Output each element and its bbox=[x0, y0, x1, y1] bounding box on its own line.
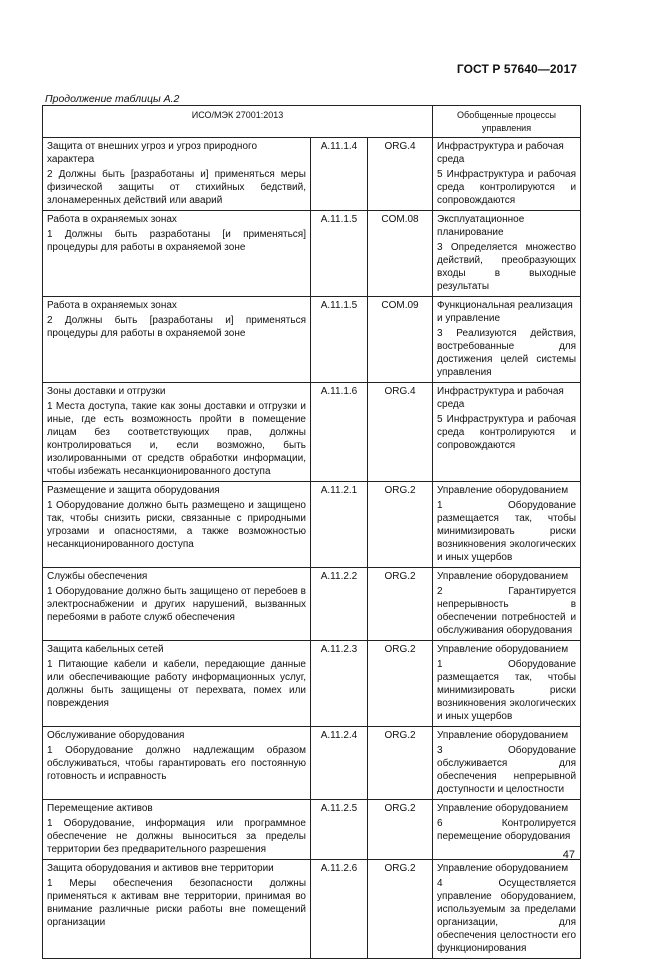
process-title: Управление оборудованием bbox=[437, 730, 569, 741]
control-requirement: 1 Оборудование, информация или программное обеспечение не должны выноситься за пределы территории без предварительного разрешения bbox=[47, 818, 306, 855]
table-row bbox=[43, 482, 581, 568]
process-title: Инфраструктура и рабочая среда bbox=[437, 386, 564, 410]
table-row bbox=[43, 860, 581, 959]
process-code: COM.09 bbox=[368, 297, 433, 383]
process-description: 1 Оборудование размещается так, чтобы минимизировать риски возникновения экологических и иных ущербов bbox=[437, 500, 577, 563]
control-code: A.11.2.4 bbox=[311, 727, 368, 800]
control-cell bbox=[43, 482, 311, 568]
control-title: Защита кабельных сетей bbox=[47, 644, 164, 655]
process-title: Управление оборудованием bbox=[437, 644, 569, 655]
control-requirement: 1 Оборудование должно быть защищено от перебоев в электроснабжении и других нарушений, вызванных перебоями в работе служб обеспечения bbox=[47, 586, 306, 623]
control-cell bbox=[43, 383, 311, 482]
process-code: ORG.4 bbox=[368, 138, 433, 211]
table-row bbox=[43, 641, 581, 727]
control-requirement: 1 Меры обеспечения безопасности должны применяться к активам вне территории, принимая во внимание различные риски работы вне помещений организации bbox=[47, 878, 306, 928]
table-row bbox=[43, 297, 581, 383]
process-code: ORG.2 bbox=[368, 482, 433, 568]
control-code: A.11.2.5 bbox=[311, 800, 368, 860]
control-requirement: 1 Места доступа, такие как зоны доставки и отгрузки и иные, где есть возможность пройти в помещение лицам без соответствующих прав, должны контролироваться и, если возможно, быть изолированными от средств обработки информации, чтобы избежать несанкционированного доступа bbox=[47, 401, 306, 477]
process-description: 3 Определяется множество действий, преобразующих входы в выходные результаты bbox=[437, 242, 577, 292]
process-cell bbox=[433, 800, 581, 860]
control-code: A.11.2.2 bbox=[311, 568, 368, 641]
process-cell bbox=[433, 482, 581, 568]
process-title: Управление оборудованием bbox=[437, 803, 569, 814]
process-code: ORG.2 bbox=[368, 800, 433, 860]
control-title: Перемещение активов bbox=[47, 803, 153, 814]
control-cell bbox=[43, 641, 311, 727]
control-title: Защита оборудования и активов вне территории bbox=[47, 863, 274, 874]
control-title: Защита от внешних угроз и угроз природного характера bbox=[47, 141, 258, 165]
control-cell bbox=[43, 211, 311, 297]
control-cell bbox=[43, 297, 311, 383]
table-row bbox=[43, 211, 581, 297]
control-requirement: 1 Оборудование должно быть размещено и защищено так, чтобы снизить риски, связанные с природными угрозами и опасностями, а также возможностью несанкционированного доступа bbox=[47, 500, 306, 550]
process-description: 1 Оборудование размещается так, чтобы минимизировать риски возникновения экологических и иных ущербов bbox=[437, 659, 577, 722]
process-description: 2 Гарантируется непрерывность в обеспечении потребностей и обслуживания оборудования bbox=[437, 586, 577, 636]
control-code: A.11.2.3 bbox=[311, 641, 368, 727]
process-title: Управление оборудованием bbox=[437, 571, 569, 582]
table-row bbox=[43, 727, 581, 800]
table-header-row bbox=[43, 106, 581, 138]
process-cell bbox=[433, 860, 581, 959]
header-iso-standard: ИСО/МЭК 27001:2013 bbox=[43, 106, 433, 138]
process-cell bbox=[433, 297, 581, 383]
table-caption: Продолжение таблицы А.2 bbox=[45, 93, 180, 105]
control-title: Работа в охраняемых зонах bbox=[47, 300, 177, 311]
control-requirement: 2 Должны быть [разработаны и] применяться процедуры для работы в охраняемой зоне bbox=[47, 315, 306, 339]
control-title: Службы обеспечения bbox=[47, 571, 148, 582]
process-description: 6 Контролируется перемещение оборудования bbox=[437, 818, 577, 842]
control-title: Работа в охраняемых зонах bbox=[47, 214, 177, 225]
control-requirement: 1 Должны быть разработаны [и применяться] процедуры для работы в охраняемой зоне bbox=[47, 229, 306, 253]
table-row bbox=[43, 138, 581, 211]
process-description: 3 Оборудование обслуживается для обеспечения непрерывной доступности и целостности bbox=[437, 745, 577, 795]
control-cell bbox=[43, 727, 311, 800]
process-code: ORG.4 bbox=[368, 383, 433, 482]
control-cell bbox=[43, 800, 311, 860]
process-cell bbox=[433, 641, 581, 727]
control-code: A.11.2.1 bbox=[311, 482, 368, 568]
control-title: Зоны доставки и отгрузки bbox=[47, 386, 166, 397]
table-row bbox=[43, 383, 581, 482]
process-title: Управление оборудованием bbox=[437, 485, 569, 496]
document-id: ГОСТ Р 57640—2017 bbox=[456, 62, 577, 76]
control-requirement: 1 Оборудование должно надлежащим образом обслуживаться, чтобы гарантировать его постоянную готовность и исправность bbox=[47, 745, 306, 782]
header-processes: Обобщенные процессы управления bbox=[433, 106, 581, 138]
control-code: A.11.1.6 bbox=[311, 383, 368, 482]
table-row bbox=[43, 568, 581, 641]
process-title: Управление оборудованием bbox=[437, 863, 569, 874]
process-cell bbox=[433, 211, 581, 297]
process-description: 4 Осуществляется управление оборудованием, используемым за пределами организации, для обеспечения целостности его функционирования bbox=[437, 878, 577, 954]
control-title: Размещение и защита оборудования bbox=[47, 485, 220, 496]
process-cell bbox=[433, 138, 581, 211]
control-cell bbox=[43, 568, 311, 641]
process-title: Функциональная реализация и управление bbox=[437, 300, 573, 324]
control-code: A.11.2.6 bbox=[311, 860, 368, 959]
control-title: Обслуживание оборудования bbox=[47, 730, 185, 741]
process-code: ORG.2 bbox=[368, 641, 433, 727]
process-code: ORG.2 bbox=[368, 727, 433, 800]
mapping-table bbox=[42, 105, 581, 959]
control-requirement: 2 Должны быть [разработаны и] применяться меры физической защиты от стихийных бедствий, злонамеренных действий или аварий bbox=[47, 169, 306, 206]
page-number: 47 bbox=[562, 849, 575, 861]
process-title: Инфраструктура и рабочая среда bbox=[437, 141, 564, 165]
process-cell bbox=[433, 383, 581, 482]
process-code: COM.08 bbox=[368, 211, 433, 297]
control-requirement: 1 Питающие кабели и кабели, передающие данные или обеспечивающие работу информационных услуг, должны быть защищены от перехвата, помех или повреждения bbox=[47, 659, 306, 709]
process-code: ORG.2 bbox=[368, 860, 433, 959]
control-code: A.11.1.5 bbox=[311, 211, 368, 297]
process-title: Эксплуатационное планирование bbox=[437, 214, 525, 238]
control-cell bbox=[43, 860, 311, 959]
control-cell bbox=[43, 138, 311, 211]
process-description: 3 Реализуются действия, востребованные для достижения целей системы управления bbox=[437, 328, 577, 378]
process-description: 5 Инфраструктура и рабочая среда контролируются и сопровождаются bbox=[437, 414, 577, 451]
process-code: ORG.2 bbox=[368, 568, 433, 641]
control-code: A.11.1.4 bbox=[311, 138, 368, 211]
table-row bbox=[43, 800, 581, 860]
process-description: 5 Инфраструктура и рабочая среда контролируются и сопровождаются bbox=[437, 169, 577, 206]
process-cell bbox=[433, 727, 581, 800]
control-code: A.11.1.5 bbox=[311, 297, 368, 383]
process-cell bbox=[433, 568, 581, 641]
